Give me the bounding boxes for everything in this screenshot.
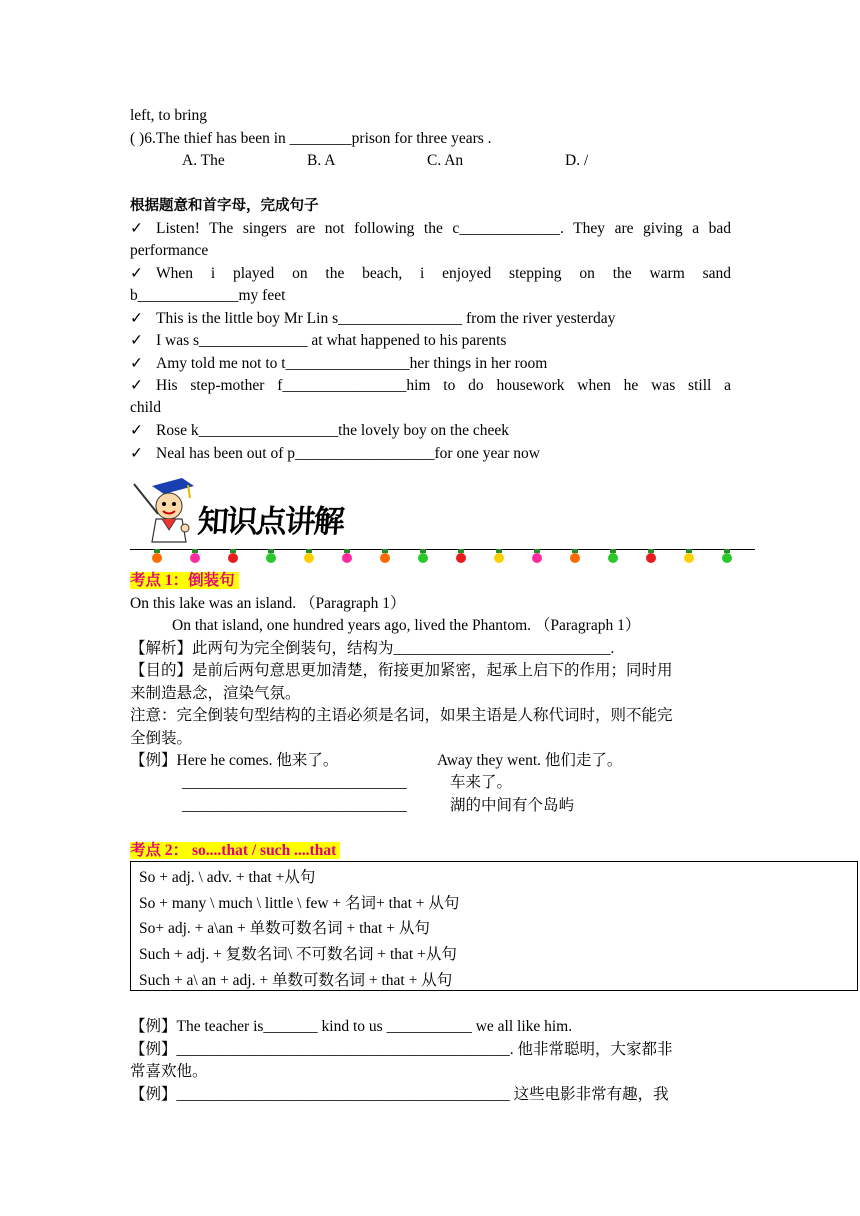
rule-line: Such + a\ an + adj. + 单数可数名词 + that + 从句 [139,972,453,989]
list-item-cont: performance [130,242,209,259]
check-icon: ✓ [130,445,143,462]
rule-line: So + adj. \ adv. + that +从句 [139,869,316,886]
answer-blank: _____________________________ [182,774,407,791]
check-icon: ✓ [130,332,143,349]
list-item: ✓ This is the little boy Mr Lin s________________ from the river yesterday [130,310,616,327]
text-line: left, to bring [130,107,208,124]
check-icon: ✓ [130,377,143,394]
divider [130,549,755,550]
list-item: ✓ His step-mother f________________him to do housework when he was still a [130,377,731,394]
note-line: 全倒装。 [130,730,193,747]
purpose-line: 【目的】是前后两句意思更加清楚，衔接更加紧密，起承上启下的作用；同时用 [130,662,673,679]
check-icon: ✓ [130,265,143,282]
list-item-cont: child [130,399,161,416]
option-c: C. An [427,152,464,169]
example-cn: 车来了。 [450,774,513,791]
option-a: A. The [182,152,225,169]
note-line: 注意：完全倒装句型结构的主语必须是名词，如果主语是人称代词时，则不能完 [130,707,673,724]
list-item: ✓ Neal has been out of p__________________for one year now [130,445,540,462]
example-line: 【例】Here he comes. 他来了。 [130,752,339,769]
check-icon: ✓ [130,355,143,372]
example-line: 【例】The teacher is_______ kind to us ___________ we all like him. [130,1018,573,1035]
answer-blank: _____________________________ [182,797,407,814]
example-line: 常喜欢他。 [130,1063,208,1080]
rule-line: So + many \ much \ little \ few + 名词+ that + 从句 [139,895,460,912]
check-icon: ✓ [130,310,143,327]
section-banner-title: 知识点讲解 [196,504,345,540]
option-b: B. A [307,152,336,169]
example-cn: 湖的中间有个岛屿 [450,797,575,814]
example-line: 【例】___________________________________________ 这些电影非常有趣，我 [130,1086,669,1103]
rule-line: So+ adj. + a\an + 单数可数名词 + that + 从句 [139,920,430,937]
list-item: ✓ I was s______________ at what happened to his parents [130,332,507,349]
point-2-label: 考点 2： so....that / such ....that [130,842,340,859]
teacher-icon [132,476,196,546]
list-item: ✓ Listen! The singers are not following the c_____________. They are giving a bad [130,220,731,237]
purpose-line: 来制造悬念，渲染气氛。 [130,685,301,702]
option-d: D. / [565,152,589,169]
rule-line: Such + adj. + 复数名词\ 不可数名词 + that +从句 [139,946,457,963]
check-icon: ✓ [130,422,143,439]
list-item: ✓ Amy told me not to t________________her things in her room [130,355,548,372]
rules-box [130,861,858,991]
example-line: Away they went. 他们走了。 [437,752,623,769]
analysis-line: 【解析】此两句为完全倒装句，结构为____________________________. [130,640,615,657]
example-sentence: On that island, one hundred years ago, lived the Phantom. （Paragraph 1） [172,617,641,634]
list-item: ✓ Rose k__________________the lovely boy on the cheek [130,422,510,439]
example-line: 【例】___________________________________________. 他非常聪明，大家都非 [130,1041,673,1058]
example-sentence: On this lake was an island. （Paragraph 1） [130,595,406,612]
question-6: ( )6.The thief has been in ________prison for three years . [130,130,492,147]
section-heading: 根据题意和首字母，完成句子 [130,198,319,214]
list-item-cont: b_____________my feet [130,287,286,304]
list-item: ✓ When i played on the beach, i enjoyed stepping on the warm sand [130,265,731,282]
check-icon: ✓ [130,220,143,237]
point-1-label: 考点 1：倒装句 [130,572,239,589]
